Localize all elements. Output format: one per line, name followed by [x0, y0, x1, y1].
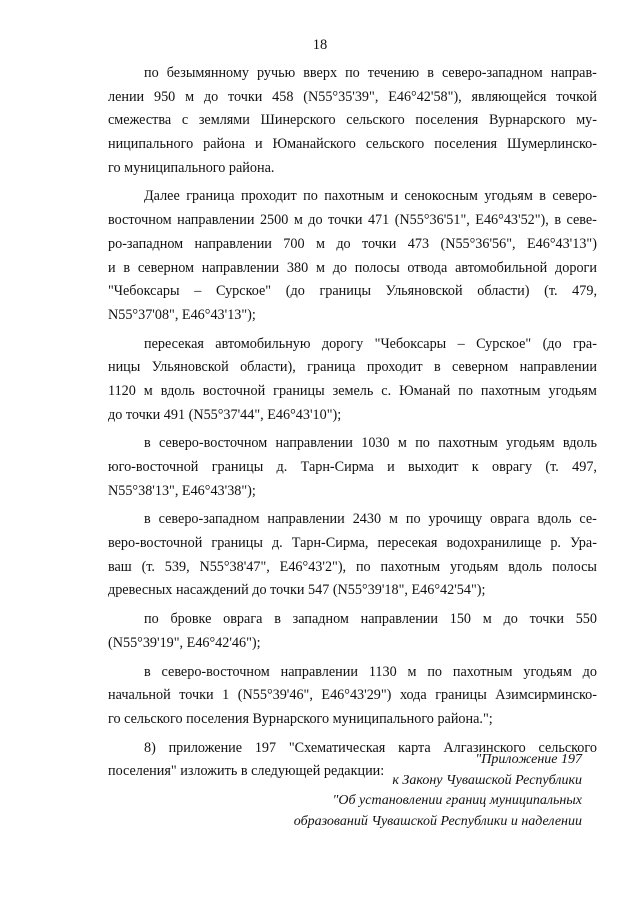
word: до: [336, 235, 351, 252]
word: ро-западном: [108, 235, 184, 252]
word: водохранилище: [446, 535, 542, 552]
word: 550: [575, 611, 597, 628]
text-line: [108, 632, 597, 656]
word: пахотным: [480, 382, 541, 399]
text-line-content: го муниципального района.: [108, 159, 275, 176]
word: веро-восточной: [108, 535, 203, 552]
word: (N55°36'56",: [440, 235, 516, 252]
word: в: [554, 212, 562, 229]
word: Азимсирминско-: [495, 687, 597, 704]
word: поселения: [434, 136, 498, 153]
word: Ура-: [570, 535, 597, 552]
word: области),: [240, 359, 296, 376]
word: 479,: [572, 283, 597, 300]
word: 2430: [352, 511, 382, 528]
word: направлении: [280, 663, 358, 680]
word: до: [308, 212, 323, 229]
word: ваш: [108, 558, 132, 575]
word: направлении: [519, 359, 597, 376]
word: до: [203, 88, 219, 105]
word: отвода: [407, 259, 448, 276]
word: Юманайского: [272, 136, 356, 153]
word: угодьям: [506, 435, 555, 452]
text-line: [108, 532, 597, 556]
word: гра-: [572, 335, 597, 352]
word: пахотным: [438, 435, 498, 452]
word: м: [185, 88, 195, 105]
text-line: [108, 661, 597, 685]
word: Далее: [144, 188, 180, 205]
text-line: [108, 233, 597, 257]
word: точкой: [556, 88, 597, 105]
word: угодьям: [484, 188, 533, 205]
word: с.: [381, 382, 392, 399]
text-line: [108, 608, 597, 632]
word: границы: [273, 382, 325, 399]
word: Ульяновской: [385, 283, 463, 300]
word: до: [503, 611, 518, 628]
word: юго-восточной: [108, 459, 199, 475]
word: направлении: [275, 435, 353, 452]
word: ручью: [256, 65, 296, 81]
word: выходит: [407, 459, 459, 475]
word: N55°38'47",: [199, 558, 270, 575]
word: пахотным: [380, 558, 441, 575]
word: оврага: [223, 611, 263, 628]
word: 700: [283, 235, 305, 252]
word: и: [108, 259, 116, 276]
word: –: [457, 335, 465, 352]
word: автомобильную: [215, 335, 311, 352]
text-line: [108, 380, 597, 404]
word: Шинерского: [260, 112, 336, 129]
word: в: [427, 65, 434, 81]
word: границы: [211, 459, 264, 475]
word: (до: [542, 335, 562, 352]
word: 473: [407, 235, 430, 252]
text-line-content: поселения" изложить в следующей редакции:: [108, 763, 385, 780]
word: пахотным: [452, 663, 513, 680]
text-line: [108, 508, 597, 532]
word: поселения: [415, 112, 479, 129]
word: направ-: [550, 65, 597, 81]
word: 1120: [108, 382, 136, 399]
word: (N55°35'39",: [303, 88, 379, 105]
word: дорогу: [321, 335, 364, 352]
word: урочищу: [428, 511, 483, 528]
word: до: [582, 663, 597, 680]
appendix-line: к Закону Чувашской Республики: [392, 772, 582, 788]
word: и: [255, 136, 263, 153]
word: му-: [576, 112, 597, 129]
word: и: [390, 188, 398, 205]
word: E46°43'2"),: [279, 558, 347, 575]
word: пересекая: [144, 335, 204, 352]
word: 8): [144, 739, 156, 756]
word: вдоль: [562, 435, 597, 452]
word: направлении: [177, 212, 255, 229]
word: проходит: [240, 188, 297, 205]
word: по: [345, 65, 360, 81]
word: E46°43'29"): [321, 687, 392, 704]
text-line: [108, 432, 597, 456]
word: по: [415, 435, 430, 452]
word: 1: [222, 687, 230, 704]
word: автомобильной: [455, 259, 548, 276]
word: землями: [198, 112, 250, 129]
word: к: [471, 459, 479, 475]
word: карта: [398, 739, 431, 756]
text-line: [108, 257, 597, 281]
word: Ульяновской: [151, 359, 229, 376]
word: (N55°39'46",: [237, 687, 313, 704]
word: смежества: [108, 112, 172, 129]
word: граница: [307, 359, 356, 376]
word: оврага: [490, 511, 530, 528]
text-line: [108, 62, 597, 86]
word: м: [315, 235, 325, 252]
word: се-: [579, 511, 597, 528]
word: по: [355, 558, 371, 575]
text-line-content: до точки 491 (N55°37'44", E46°43'10");: [108, 406, 342, 423]
word: района: [203, 136, 246, 153]
word: западном: [292, 611, 349, 628]
word: полосы: [354, 259, 400, 276]
word: "Чебоксары: [108, 283, 180, 300]
word: северо-западном: [158, 511, 260, 528]
word: 950: [153, 88, 176, 105]
word: в: [144, 663, 151, 680]
word: течению: [367, 65, 420, 81]
word: в: [539, 188, 546, 205]
word: в: [274, 611, 281, 628]
word: северо-восточном: [161, 663, 270, 680]
word: северо-восточном: [159, 435, 268, 452]
text-line: [108, 133, 597, 157]
text-line: [108, 333, 597, 357]
word: по: [405, 511, 421, 528]
word: (N55°36'51",: [394, 212, 470, 229]
text-line-content: го сельского поселения Вурнарского муниципального района.";: [108, 710, 493, 727]
appendix-line: "Об установлении границ муниципальных: [332, 793, 582, 808]
text-line: [108, 708, 597, 732]
word: по: [303, 188, 318, 205]
word: 197: [254, 739, 277, 756]
appendix-line: "Приложение 197: [475, 752, 582, 767]
word: "Чебоксары: [374, 335, 447, 352]
word: пересекая: [377, 535, 438, 552]
word: 1130: [368, 663, 397, 680]
word: вдоль: [537, 511, 572, 528]
word: 2500: [259, 212, 289, 229]
word: направлении: [360, 611, 438, 628]
word: восточной: [202, 382, 266, 399]
word: безымянному: [166, 65, 249, 81]
word: являющейся: [471, 88, 547, 105]
word: 471: [367, 212, 390, 229]
word: E46°43'13"): [526, 235, 597, 252]
word: оврагу: [492, 459, 533, 475]
word: границы: [435, 687, 487, 704]
word: в: [144, 511, 151, 528]
word: точки: [362, 235, 397, 252]
word: земель: [332, 382, 374, 399]
word: –: [194, 283, 202, 300]
word: Тарн-Сирма,: [291, 535, 369, 552]
word: м: [389, 511, 398, 528]
word: хода: [399, 687, 427, 704]
text-line: [108, 304, 597, 328]
word: северном: [137, 259, 194, 276]
word: и: [387, 459, 395, 475]
word: пахотным: [324, 188, 384, 205]
word: угодьям: [523, 663, 572, 680]
word: с: [181, 112, 189, 129]
text-line: [108, 480, 597, 504]
word: по: [144, 611, 159, 628]
word: Шумерлинско-: [507, 136, 597, 153]
word: направлении: [267, 511, 345, 528]
word: Сурское": [476, 335, 532, 352]
word: проходит: [366, 359, 423, 376]
word: северном: [452, 359, 509, 376]
word: точки: [328, 212, 363, 229]
word: (т.: [141, 558, 155, 575]
word: E46°43'52"),: [475, 212, 549, 229]
word: северо-: [552, 188, 597, 205]
word: Юманай: [399, 382, 451, 399]
page-number: 18: [312, 37, 328, 53]
word: в: [433, 359, 441, 376]
word: м: [293, 212, 303, 229]
word: границы: [211, 535, 263, 552]
word: вверх: [303, 65, 338, 81]
word: 150: [449, 611, 472, 628]
word: до: [332, 259, 347, 276]
text-line-content: N55°37'08", E46°43'13");: [108, 306, 256, 323]
word: 497,: [572, 459, 597, 475]
text-line: [108, 404, 597, 428]
word: восточном: [108, 212, 172, 229]
word: направлении: [201, 259, 280, 276]
appendix-line: образований Чувашской Республики и наделении: [293, 813, 582, 829]
word: бровке: [170, 611, 212, 628]
word: м: [482, 611, 492, 628]
text-line: [108, 556, 597, 580]
word: сельского: [538, 739, 597, 756]
text-line: [108, 109, 597, 133]
word: границы: [319, 283, 371, 300]
word: Алгазинского: [443, 739, 526, 756]
word: 1030: [361, 435, 390, 452]
word: в: [144, 435, 151, 452]
word: E46°42'58"),: [388, 88, 462, 105]
word: лении: [108, 88, 145, 105]
text-line: [108, 356, 597, 380]
text-line: [108, 579, 597, 603]
word: начальной: [108, 687, 171, 704]
word: приложение: [168, 739, 243, 756]
word: д.: [271, 535, 283, 552]
word: севе-: [566, 212, 597, 229]
word: сельского: [346, 112, 405, 129]
text-line-content: (N55°39'19", E46°42'46");: [108, 634, 261, 651]
word: ницы: [108, 359, 141, 376]
word: (т.: [545, 459, 559, 475]
word: 539,: [164, 558, 190, 575]
word: д.: [276, 459, 288, 475]
text-line: [108, 280, 597, 304]
word: вдоль: [160, 382, 195, 399]
text-line: [108, 157, 597, 181]
word: сельского: [365, 136, 425, 153]
word: по: [458, 382, 473, 399]
word: (т.: [544, 283, 558, 300]
word: точки: [179, 687, 214, 704]
word: точки: [227, 88, 263, 105]
text-line-content: N55°38'13", E46°43'38");: [108, 482, 256, 499]
word: Вурнарского: [488, 112, 566, 129]
word: по: [144, 65, 159, 81]
word: Тарн-Сирма: [300, 459, 374, 475]
word: вдоль: [508, 558, 543, 575]
text-line: [108, 185, 597, 209]
word: ниципального: [108, 136, 194, 153]
text-line: [108, 209, 597, 233]
word: р.: [550, 535, 561, 552]
word: граница: [186, 188, 235, 205]
text-line: [108, 86, 597, 110]
word: сенокосным: [404, 188, 478, 205]
word: северо-западном: [441, 65, 543, 81]
word: области): [477, 283, 530, 300]
word: в: [123, 259, 131, 276]
document-body: [108, 62, 597, 784]
word: 380: [286, 259, 309, 276]
word: 458: [272, 88, 294, 105]
word: м: [143, 382, 153, 399]
appendix-header: [294, 750, 582, 832]
word: угодьям: [449, 558, 499, 575]
word: полосы: [552, 558, 597, 575]
word: м: [315, 259, 325, 276]
word: по: [427, 663, 443, 680]
word: дороги: [555, 259, 597, 276]
word: (до: [285, 283, 305, 300]
word: "Схематическая: [288, 739, 386, 756]
word: м: [407, 663, 417, 680]
word: точки: [529, 611, 564, 628]
text-line: [108, 456, 597, 480]
word: направлении: [194, 235, 272, 252]
word: м: [397, 435, 407, 452]
text-line: [108, 684, 597, 708]
word: угодьям: [548, 382, 597, 399]
text-line-content: древесных насаждений до точки 547 (N55°39'18", E46°42'54");: [108, 582, 486, 599]
word: Сурское": [215, 283, 272, 300]
